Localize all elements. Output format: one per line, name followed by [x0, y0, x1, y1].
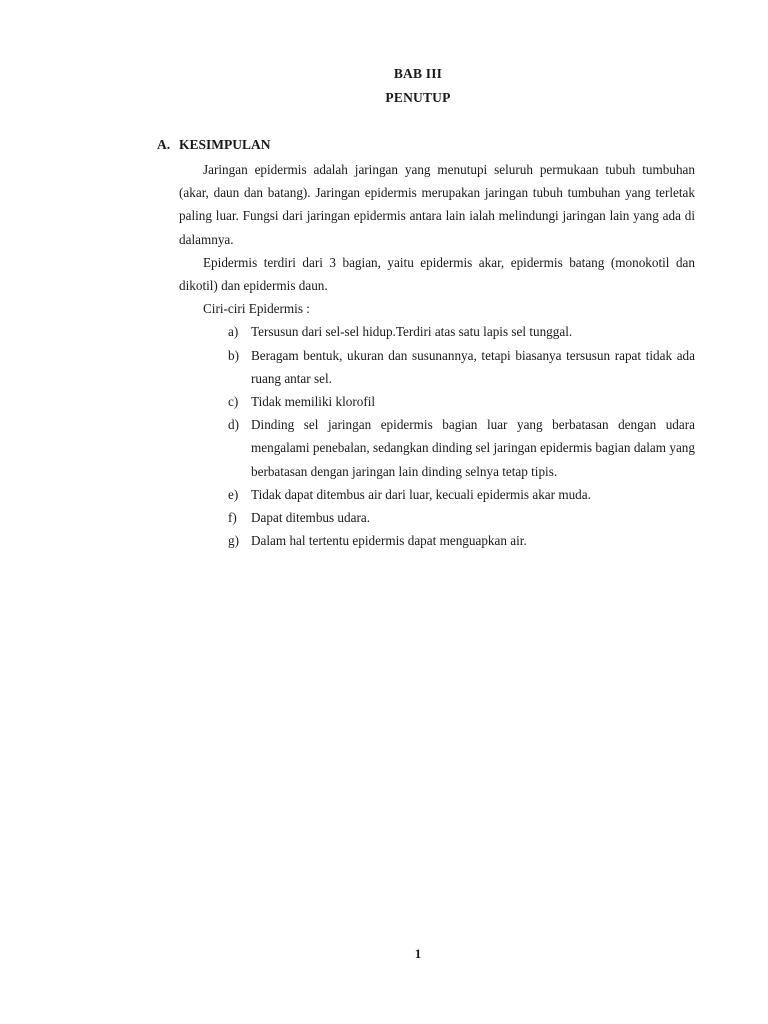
list-marker: a)	[228, 324, 239, 340]
list-item	[179, 413, 695, 483]
list-marker: d)	[228, 417, 239, 433]
list-item-text: Dinding sel jaringan epidermis bagian luar yang berbatasan dengan udara mengalami penebalan, sedangkan dinding sel jaringan epidermis bagian dalam yang berbatasan dengan jaringan lain dinding selnya tetap tipis.	[251, 417, 695, 479]
list-marker: g)	[228, 533, 239, 549]
list-item	[179, 320, 695, 343]
list-marker: b)	[228, 347, 239, 363]
characteristics-list	[179, 320, 695, 552]
list-marker: e)	[228, 486, 239, 502]
chapter-title: PENUTUP	[385, 90, 451, 105]
paragraph-definition: Jaringan epidermis adalah jaringan yang menutupi seluruh permukaan tubuh tumbuhan (akar, daun dan batang). Jaringan epidermis merupakan jaringan tubuh tumbuhan yang terletak paling luar. Fungsi dari jaringan epidermis antara lain ialah melindungi jaringan lain yang ada di dalamnya.	[179, 162, 695, 247]
section-letter: A.	[157, 137, 171, 152]
list-item-text: Tidak memiliki klorofil	[251, 394, 376, 410]
section-body	[179, 158, 695, 552]
list-item	[179, 506, 695, 529]
list-item	[179, 529, 695, 552]
section-title: KESIMPULAN	[179, 137, 271, 152]
list-item-text: Tidak dapat ditembus air dari luar, kecuali epidermis akar muda.	[251, 486, 591, 502]
list-item-text: Beragam bentuk, ukuran dan susunannya, tetapi biasanya tersusun rapat tidak ada ruang antar sel.	[251, 347, 695, 386]
list-marker: f)	[228, 510, 237, 526]
list-item	[179, 390, 695, 413]
list-item-text: Tersusun dari sel-sel hidup.Terdiri atas satu lapis sel tunggal.	[251, 324, 573, 340]
page-number: 1	[414, 946, 422, 961]
list-item-text: Dalam hal tertentu epidermis dapat menguapkan air.	[251, 533, 527, 549]
list-item	[179, 483, 695, 506]
list-marker: c)	[228, 394, 239, 410]
paragraph-parts: Epidermis terdiri dari 3 bagian, yaitu epidermis akar, epidermis batang (monokotil dan dikotil) dan epidermis daun.	[179, 254, 695, 294]
chapter-number: BAB III	[393, 66, 443, 81]
section-heading	[157, 137, 271, 153]
list-item	[179, 344, 695, 390]
paragraph-list-intro: Ciri-ciri Epidermis :	[203, 301, 310, 317]
list-item-text: Dapat ditembus udara.	[251, 510, 371, 526]
